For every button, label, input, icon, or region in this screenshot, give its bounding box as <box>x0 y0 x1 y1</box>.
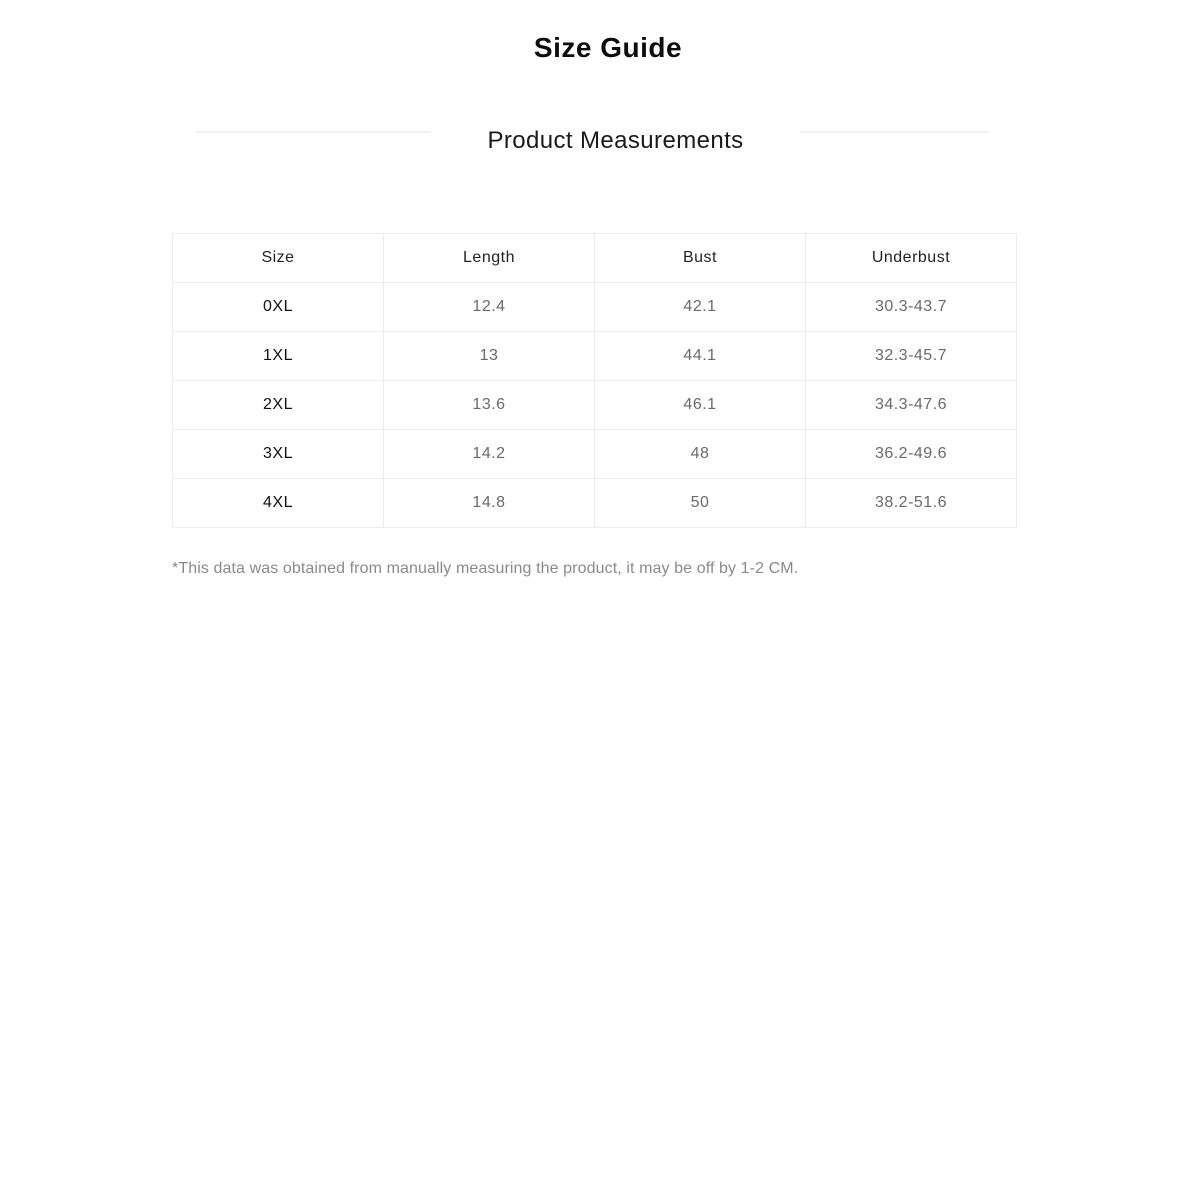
size-cell: 2XL <box>173 381 384 430</box>
size-table <box>172 233 1017 528</box>
length-cell: 13.6 <box>384 381 595 430</box>
bust-cell: 46.1 <box>595 381 806 430</box>
length-cell: 14.8 <box>384 479 595 528</box>
underbust-cell: 30.3-43.7 <box>806 283 1017 332</box>
page-title: Size Guide <box>533 32 683 63</box>
table-row <box>173 381 1017 430</box>
underbust-cell: 38.2-51.6 <box>806 479 1017 528</box>
section-divider-left <box>196 131 431 133</box>
table-row <box>173 479 1017 528</box>
bust-cell: 42.1 <box>595 283 806 332</box>
size-cell: 3XL <box>173 430 384 479</box>
bust-cell: 50 <box>595 479 806 528</box>
section-title: Product Measurements <box>487 127 744 154</box>
bust-cell: 44.1 <box>595 332 806 381</box>
length-cell: 13 <box>384 332 595 381</box>
header-bust: Bust <box>595 234 806 283</box>
header-size: Size <box>173 234 384 283</box>
size-cell: 0XL <box>173 283 384 332</box>
header-underbust: Underbust <box>806 234 1017 283</box>
size-cell: 1XL <box>173 332 384 381</box>
bust-cell: 48 <box>595 430 806 479</box>
table-header-row <box>173 234 1017 283</box>
header-length: Length <box>384 234 595 283</box>
size-cell: 4XL <box>173 479 384 528</box>
table-row <box>173 430 1017 479</box>
length-cell: 12.4 <box>384 283 595 332</box>
underbust-cell: 34.3-47.6 <box>806 381 1017 430</box>
section-header <box>0 118 1200 166</box>
underbust-cell: 36.2-49.6 <box>806 430 1017 479</box>
table-row <box>173 332 1017 381</box>
measurement-disclaimer: *This data was obtained from manually measuring the product, it may be off by 1-2 CM. <box>172 560 799 577</box>
length-cell: 14.2 <box>384 430 595 479</box>
underbust-cell: 32.3-45.7 <box>806 332 1017 381</box>
section-divider-right <box>800 131 989 133</box>
table-row <box>173 283 1017 332</box>
